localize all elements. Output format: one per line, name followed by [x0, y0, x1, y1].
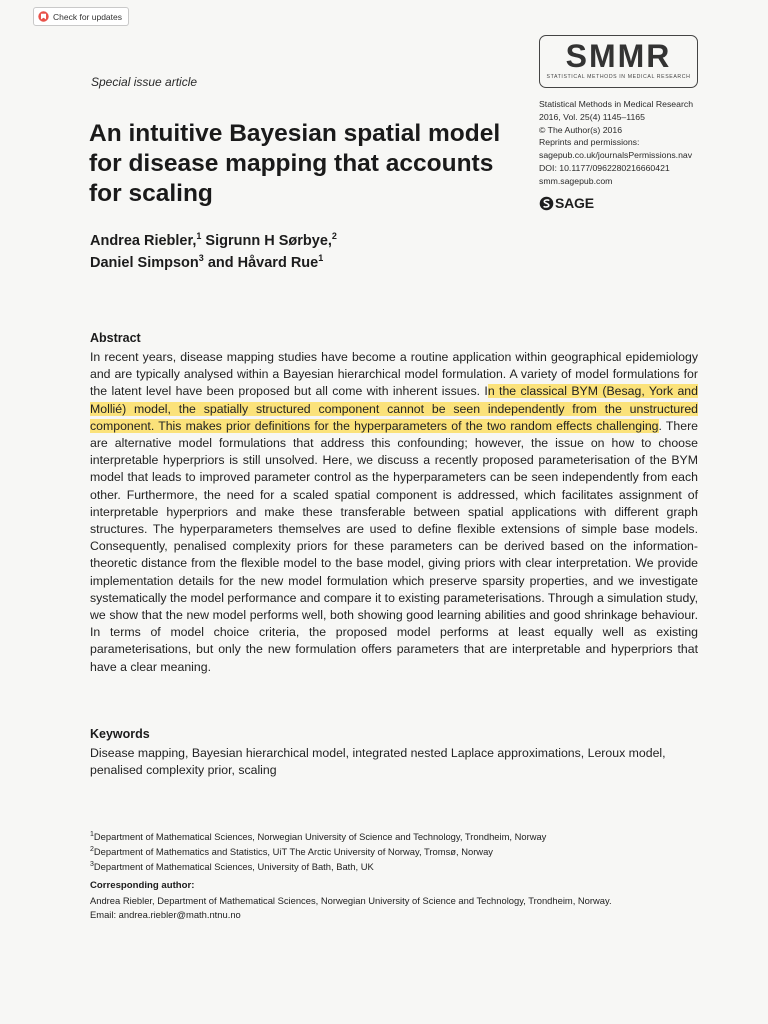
- check-updates-label: Check for updates: [53, 11, 122, 22]
- affiliation-mark: 2: [90, 846, 94, 853]
- affiliation-mark: 3: [90, 861, 94, 868]
- author-affiliation-mark: 3: [198, 253, 204, 263]
- journal-volume: 2016, Vol. 25(4) 1145–1165: [539, 111, 645, 122]
- sage-icon: [539, 196, 554, 211]
- affiliation-text: Department of Mathematical Sciences, Norwegian University of Science and Technology, Trondheim, Norway: [93, 831, 547, 842]
- journal-logo: [539, 35, 698, 88]
- author-name: Daniel Simpson: [90, 255, 199, 271]
- abstract-text-start: In recent years, disease mapping studies have become a routine application within geographical epidemiology and are typically analysed within a Bayesian hierarchical model formulation. A variety of model formulations for the latent level have been proposed but all come with inherent issues. I: [90, 350, 698, 399]
- journal-info: [539, 98, 739, 188]
- affiliation-mark: 1: [90, 831, 94, 838]
- reprints-label: Reprints and permissions:: [539, 137, 640, 148]
- corresponding-author-email[interactable]: Email: andrea.riebler@math.ntnu.no: [90, 908, 241, 920]
- article-type: Special issue article: [91, 75, 198, 89]
- corresponding-author-address: Andrea Riebler, Department of Mathematical Sciences, Norwegian University of Science and Technology, Trondheim, Norway.: [90, 895, 612, 906]
- author-name: Sigrunn H Sørbye,: [205, 233, 332, 249]
- copyright-line: © The Author(s) 2016: [539, 124, 623, 135]
- doi-line[interactable]: DOI: 10.1177/0962280216660421: [539, 162, 670, 173]
- corresponding-author-heading: Corresponding author:: [90, 880, 195, 891]
- affiliation-text: Department of Mathematics and Statistics, UiT The Arctic University of Norway, Tromsø, Norway: [93, 846, 493, 857]
- article-title: An intuitive Bayesian spatial model for disease mapping that accounts for scaling: [89, 120, 501, 207]
- author-name: and Håvard Rue: [207, 255, 319, 271]
- author-name: Andrea Riebler,: [90, 233, 197, 249]
- abstract-heading: Abstract: [90, 331, 141, 345]
- author-list: [90, 230, 510, 274]
- abstract-text: [90, 349, 698, 676]
- publisher-logo: [539, 195, 594, 211]
- affiliation-item: [90, 829, 710, 844]
- author-affiliation-mark: 1: [318, 253, 324, 263]
- check-for-updates-button[interactable]: [33, 7, 129, 26]
- journal-name: Statistical Methods in Medical Research: [539, 99, 694, 109]
- journal-logo-text: SMMR: [565, 38, 672, 74]
- corresponding-author-details: [90, 894, 710, 921]
- journal-logo-subtitle: STATISTICAL METHODS IN MEDICAL RESEARCH: [546, 74, 691, 80]
- keywords-heading: Keywords: [90, 727, 150, 741]
- highlighted-text[interactable]: n the classical BYM (Besag, York and Mollié) model, the spatially structured component cannot be seen independently from the unstructured component. This makes prior definitions for the hyperparameters of the two random effects challenging: [90, 384, 698, 433]
- check-updates-icon: [38, 11, 49, 22]
- keywords-text: Disease mapping, Bayesian hierarchical model, integrated nested Laplace approximations, Leroux model, penalised complexity prior, scaling: [90, 746, 666, 778]
- permissions-link[interactable]: sagepub.co.uk/journalsPermissions.nav: [539, 150, 693, 161]
- author-affiliation-mark: 1: [196, 231, 202, 241]
- affiliations: [90, 829, 710, 874]
- publisher-name: SAGE: [555, 195, 594, 211]
- affiliation-item: [90, 859, 710, 874]
- abstract-text-end: . There are alternative model formulations that address this confounding; however, the issue on how to choose interpretable hyperpriors is still unsolved. Here, we discuss a recently proposed parameterisation of the BYM model that leads to improved parameter control as the hyperparameters can be seen independently from each other. Furthermore, the need for a scaled spatial component is addressed, which facilitates assignment of interpretable hyperpriors and make these transferable between spatial applications with different graph structures. The hyperparameters themselves are used to define flexible extensions of simple base models. Consequently, penalised complexity priors for these parameters can be derived based on the information-theoretic distance from the flexible model to the base model, giving priors with clear interpretation. We provide implementation details for the new model formulation which preserve sparsity properties, and we investigate systematically the model performance and compare it to existing parameterisations. Through a simulation study, we show that the new model performs well, both showing good learning abilities and good shrinkage behaviour. In terms of model choice criteria, the proposed model performs at least equally well as existing parameterisations, but only the new formulation offers parameters that are interpretable and hyperpriors that have a clear meaning.: [90, 418, 699, 674]
- affiliation-item: [90, 844, 710, 859]
- journal-website-link[interactable]: smm.sagepub.com: [539, 175, 613, 186]
- author-affiliation-mark: 2: [331, 231, 337, 241]
- affiliation-text: Department of Mathematical Sciences, University of Bath, Bath, UK: [93, 861, 374, 872]
